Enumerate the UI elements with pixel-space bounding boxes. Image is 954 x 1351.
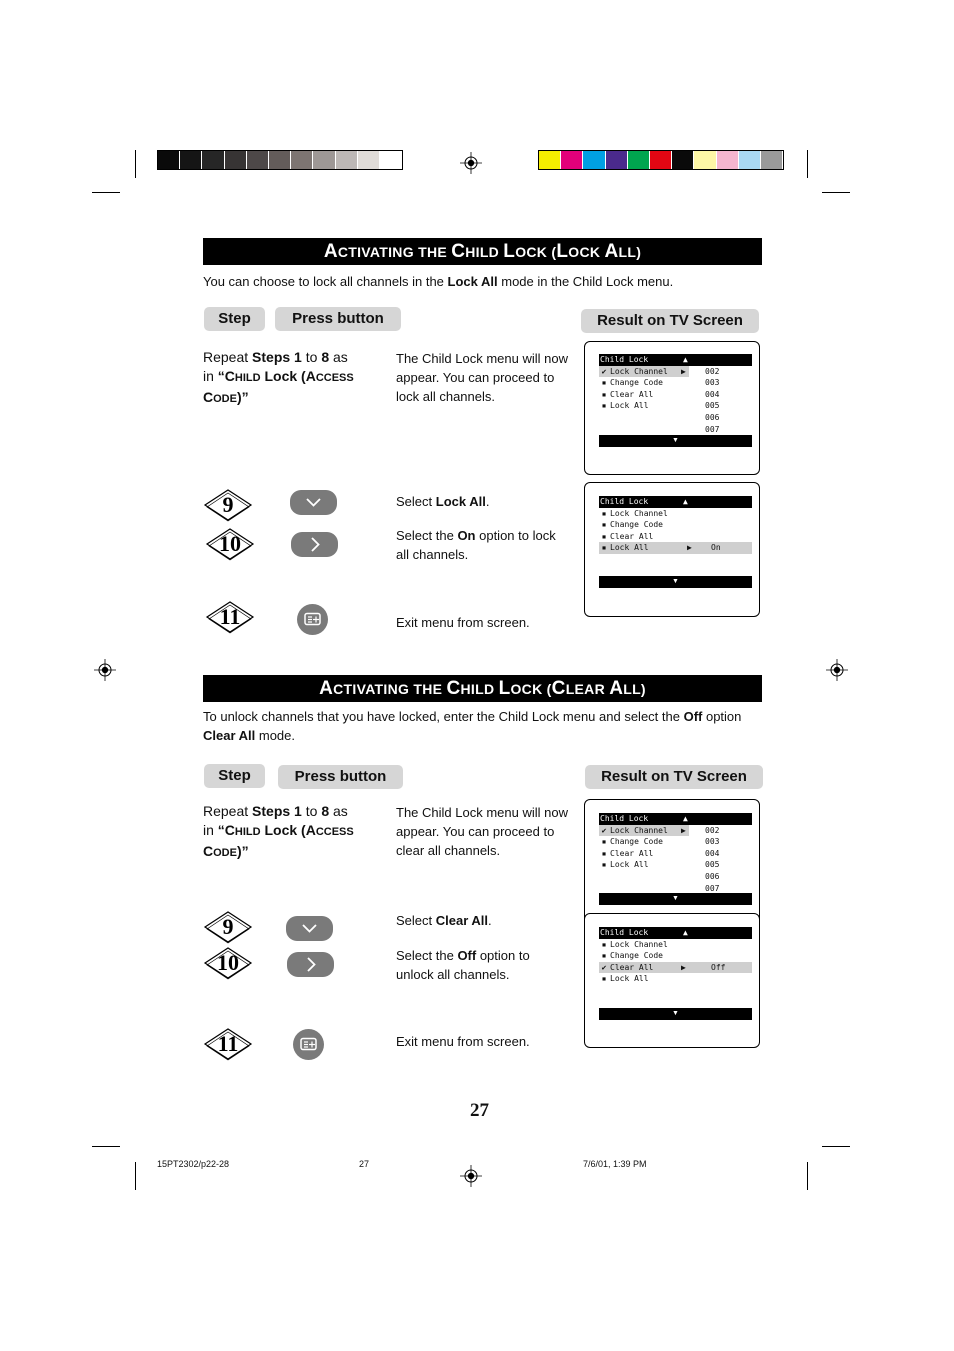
tv-menu-title: Child Lock [600,814,649,823]
bullet-icon: ▪ [601,860,607,870]
tv-menu-item-value: 003 [705,837,720,847]
right-arrow-icon: ▶ [681,962,686,972]
chevron-down-icon [290,490,337,515]
title-capital: L [556,241,569,262]
tv-menu-item [599,973,752,985]
bullet-icon: ▪ [601,508,607,518]
crop-mark [822,1146,850,1147]
tv-menu-header [599,927,752,939]
color-swatch [650,151,672,169]
tv-menu-item [599,508,752,520]
crop-mark [135,1162,136,1190]
title-small-caps: HILD [460,681,499,697]
color-swatch [358,151,380,169]
color-swatch [561,151,583,169]
bullet-icon: ▪ [601,974,607,984]
step-description: The Child Lock menu will now appear. You can proceed to clear all channels. [396,805,568,858]
tv-menu-item-label: Clear All [610,389,654,399]
crop-mark [92,1146,120,1147]
section-title-lock-all [203,238,762,265]
tv-menu-item [599,859,752,871]
tv-screen [584,482,760,617]
press-button-header: Press button [278,765,403,789]
tv-menu-item [599,389,752,401]
tv-menu-item [599,825,720,837]
title-small-caps: LEAR [565,681,610,697]
color-swatch [202,151,224,169]
tv-menu [599,927,752,985]
tv-menu-item-label: Clear All [610,531,654,541]
title-capital: C [451,241,466,262]
bullet-icon: ▪ [601,939,607,949]
crop-mark [135,150,136,178]
tv-screen [584,913,760,1048]
color-swatch [225,151,247,169]
tv-menu-item-value: 004 [705,389,720,399]
up-arrow-icon: ▲ [683,928,688,937]
color-swatch [291,151,313,169]
color-swatch [158,151,180,169]
right-arrow-icon: ▶ [681,366,686,376]
menu-icon [297,604,328,635]
title-small-caps: OCK ( [510,681,552,697]
bullet-icon: ✔ [601,962,607,972]
registration-mark-icon [826,659,848,681]
bullet-icon: ▪ [601,543,607,553]
tv-menu [599,496,752,554]
chevron-right-icon [287,952,334,977]
tv-menu-item-label: Change Code [610,951,663,961]
footer-date: 7/6/01, 1:39 PM [583,1159,647,1169]
color-swatch [606,151,628,169]
color-swatch [583,151,605,169]
title-small-caps: LL) [618,244,642,260]
color-swatch [761,151,783,169]
tv-menu-item-label: Clear All [610,962,654,972]
step-number: 9 [222,492,234,517]
up-arrow-icon: ▲ [683,355,688,364]
bullet-icon: ▪ [601,837,607,847]
registration-mark-icon [460,152,482,174]
page-number: 27 [470,1100,489,1121]
tv-menu-item [599,871,752,883]
title-small-caps: OCK ( [515,244,557,260]
tv-menu-item-value: 002 [705,825,720,835]
tv-menu-item-value: On [711,543,721,553]
tv-menu-item-label: Change Code [610,378,663,388]
registration-mark-icon [460,1165,482,1187]
bullet-icon: ✔ [601,366,607,376]
step-number: 9 [222,914,234,939]
crop-mark [822,192,850,193]
tv-menu-header [599,813,752,825]
step-11-icon [205,600,255,634]
step-description: Exit menu from screen. [396,615,530,630]
tv-menu [599,354,752,435]
color-swatch [336,151,358,169]
color-swatch [247,151,269,169]
step-header: Step [204,764,265,788]
up-arrow-icon: ▲ [683,814,688,823]
result-header: Result on TV Screen [581,309,759,333]
tv-menu-item-value: 002 [705,366,720,376]
tv-menu-item [599,519,752,531]
tv-menu-item-label: Lock Channel [610,825,668,835]
menu-icon [293,1029,324,1060]
color-swatch [380,151,402,169]
tv-menu-item-value: 005 [705,401,720,411]
section-title-clear-all [203,675,762,702]
tv-menu-item-value: 004 [705,848,720,858]
tv-menu-item [599,848,752,860]
tv-menu-item [599,531,752,543]
title-capital: A [319,678,334,699]
tv-menu-item-value: 006 [705,871,720,881]
tv-menu-item [599,939,752,951]
tv-menu-title: Child Lock [600,355,649,364]
color-swatch [539,151,561,169]
tv-menu-item-label: Change Code [610,837,663,847]
tv-menu-item-label: Lock All [610,543,649,553]
tv-menu-item-label: Lock Channel [610,366,668,376]
step-number: 10 [219,531,241,556]
tv-screen [584,799,760,924]
tv-menu [599,813,752,894]
right-arrow-icon: ▶ [681,825,686,835]
step-9-icon [203,488,253,522]
tv-menu-item-value: 007 [705,883,720,893]
step-description: Select the On option to lock all channels. [396,528,556,562]
step-11-icon [203,1027,253,1061]
repeat-steps-text: Repeat Steps 1 to 8 as in “CHILD Lock (ACCESS CODE)” [203,349,354,405]
step-number: 11 [219,604,241,629]
bullet-icon: ✔ [601,825,607,835]
tv-menu-item-value: 003 [705,378,720,388]
bullet-icon: ▪ [601,378,607,388]
press-button-header: Press button [275,307,401,331]
section-intro: You can choose to lock all channels in the Lock All mode in the Child Lock menu. [203,274,674,289]
bullet-icon: ▪ [601,848,607,858]
tv-menu-footer: ▼ [599,893,752,905]
step-description: Select Lock All. [396,494,490,509]
tv-menu-item-value: 006 [705,412,720,422]
title-capital: L [498,678,511,699]
color-swatch [180,151,202,169]
color-swatch [739,151,761,169]
tv-menu-item [599,412,752,424]
title-capital: C [551,678,566,699]
color-swatch [628,151,650,169]
tv-menu-item [599,962,752,974]
menu-exit-button[interactable] [293,1029,324,1060]
title-capital: C [446,678,461,699]
tv-menu-title: Child Lock [600,928,649,937]
crop-mark [807,150,808,178]
right-arrow-icon: ▶ [687,543,692,553]
tv-menu-item-value: 007 [705,424,720,434]
tv-menu-title: Child Lock [600,497,649,506]
title-capital: A [609,678,624,699]
cursor-down-button[interactable] [286,916,333,941]
chevron-right-icon [291,532,338,557]
section-intro: To unlock channels that you have locked, enter the Child Lock menu and select the Off option Clear All mode. [203,709,742,743]
title-capital: L [503,241,516,262]
bullet-icon: ▪ [601,389,607,399]
tv-menu-item [599,424,752,436]
title-small-caps: OCK [568,244,605,260]
step-description: The Child Lock menu will now appear. You can proceed to lock all channels. [396,351,568,404]
tv-menu-item-label: Lock All [610,974,649,984]
tv-menu-item-value: 005 [705,860,720,870]
bullet-icon: ▪ [601,531,607,541]
result-header: Result on TV Screen [585,765,763,789]
tv-menu-footer: ▼ [599,435,752,447]
tv-menu-item [599,366,720,378]
crop-mark [807,1162,808,1190]
cursor-down-button[interactable] [290,490,337,515]
tv-menu-footer: ▼ [599,576,752,588]
cursor-right-button[interactable] [291,532,338,557]
footer-file: 15PT2302/p22-28 [157,1159,230,1169]
footer-page: 27 [359,1159,370,1169]
color-swatch [269,151,291,169]
title-small-caps: CTIVATING THE [333,681,447,697]
bullet-icon: ▪ [601,520,607,530]
tv-screen [584,341,760,475]
step-10-icon [203,946,253,980]
up-arrow-icon: ▲ [683,497,688,506]
registration-mark-icon [94,659,116,681]
title-small-caps: LL) [623,681,646,697]
tv-menu-item [599,377,752,389]
bullet-icon: ▪ [601,401,607,411]
title-capital: A [604,241,619,262]
title-capital: A [323,241,338,262]
process-color-bar [538,150,784,170]
tv-menu-item [599,836,752,848]
crop-mark [92,192,120,193]
step-description: Exit menu from screen. [396,1034,530,1049]
step-description: Select the Off option to unlock all channels. [396,948,530,982]
title-small-caps: HILD [465,244,504,260]
tv-menu-header [599,354,752,366]
tv-menu-header [599,496,752,508]
step-header: Step [204,307,265,331]
tv-menu-item-label: Clear All [610,848,654,858]
tv-menu-item-label: Lock All [610,860,649,870]
step-number: 10 [217,950,239,975]
step-number: 11 [217,1031,239,1056]
tv-menu-item-label: Change Code [610,520,663,530]
tv-menu-item-value: Off [711,962,726,972]
menu-exit-button[interactable] [297,604,328,635]
tv-menu-item [599,542,752,554]
color-swatch [672,151,694,169]
cursor-right-button[interactable] [287,952,334,977]
step-9-icon [203,910,253,944]
tv-menu-footer: ▼ [599,1008,752,1020]
color-swatch [717,151,739,169]
tv-menu-item-label: Lock Channel [610,939,668,949]
bullet-icon: ▪ [601,951,607,961]
grayscale-color-bar [157,150,403,170]
tv-menu-item-label: Lock All [610,401,649,411]
tv-menu-item [599,950,752,962]
tv-menu-item [599,400,752,412]
step-description: Select Clear All. [396,913,492,928]
repeat-steps-text: Repeat Steps 1 to 8 as in “CHILD Lock (ACCESS CODE)” [203,803,354,859]
color-swatch [313,151,335,169]
title-small-caps: CTIVATING THE [337,244,452,260]
step-10-icon [205,527,255,561]
chevron-down-icon [286,916,333,941]
color-swatch [694,151,716,169]
tv-menu-item-label: Lock Channel [610,508,668,518]
